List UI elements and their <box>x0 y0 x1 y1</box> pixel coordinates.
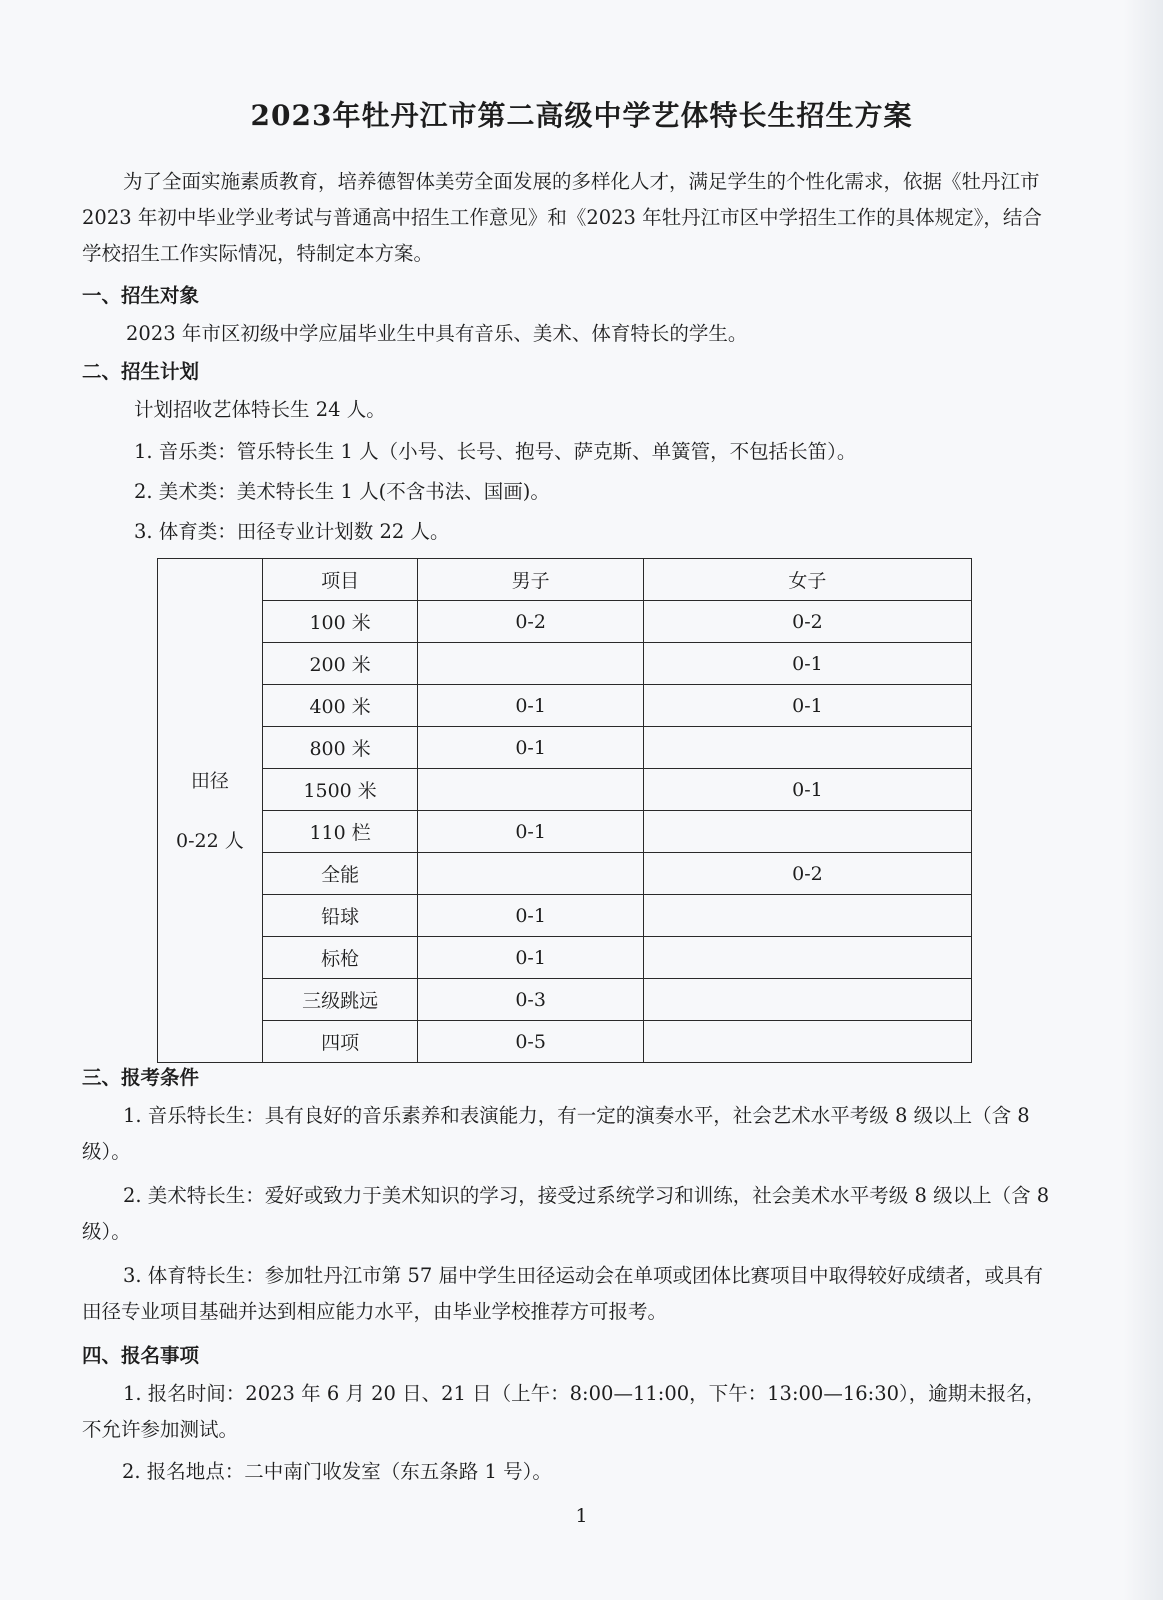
table-header-row <box>158 559 972 601</box>
registration-place: 2. 报名地点：二中南门收发室（东五条路 1 号）。 <box>122 1460 552 1483</box>
section-3-heading: 三、报考条件 <box>82 1066 200 1089</box>
row-female <box>643 937 971 979</box>
row-female <box>643 727 971 769</box>
row-item: 四项 <box>262 1021 418 1063</box>
row-item: 200 米 <box>262 643 418 685</box>
table-row <box>158 853 972 895</box>
row-item: 标枪 <box>262 937 418 979</box>
plan-total: 计划招收艺体特长生 24 人。 <box>134 398 386 421</box>
row-male <box>418 853 643 895</box>
row-female <box>643 1021 971 1063</box>
table-row <box>158 979 972 1021</box>
row-male: 0-5 <box>418 1021 643 1063</box>
row-item: 110 栏 <box>262 811 418 853</box>
row-item: 1500 米 <box>262 769 418 811</box>
row-female <box>643 979 971 1021</box>
row-male <box>418 769 643 811</box>
registration-time: 1. 报名时间：2023 年 6 月 20 日、21 日（上午：8:00—11:00，下午：13:00—16:30），逾期未报名，不允许参加测试。 <box>82 1382 1046 1441</box>
row-female: 0-2 <box>643 853 971 895</box>
row-female: 0-1 <box>643 685 971 727</box>
section-2-heading: 二、招生计划 <box>82 360 200 383</box>
table-row <box>158 727 972 769</box>
group-cell <box>158 559 263 1063</box>
row-male: 0-1 <box>418 727 643 769</box>
row-item: 100 米 <box>262 601 418 643</box>
table-row <box>158 937 972 979</box>
section-1-heading: 一、招生对象 <box>82 284 200 307</box>
athletics-quota-table <box>157 558 972 1063</box>
row-female: 0-1 <box>643 769 971 811</box>
row-male: 0-1 <box>418 811 643 853</box>
row-female: 0-1 <box>643 643 971 685</box>
table-row <box>158 895 972 937</box>
table-row <box>158 643 972 685</box>
table-row <box>158 685 972 727</box>
row-male: 0-1 <box>418 895 643 937</box>
row-female <box>643 895 971 937</box>
scan-edge <box>1123 0 1163 1600</box>
header-female: 女子 <box>643 559 971 601</box>
row-male: 0-2 <box>418 601 643 643</box>
plan-music: 1. 音乐类：管乐特长生 1 人（小号、长号、抱号、萨克斯、单簧管，不包括长笛）。 <box>134 440 857 463</box>
header-male: 男子 <box>418 559 643 601</box>
section-4-heading: 四、报名事项 <box>82 1344 200 1367</box>
table-row <box>158 769 972 811</box>
group-quota: 0-22 人 <box>176 829 244 852</box>
document-title: 2023年牡丹江市第二高级中学艺体特长生招生方案 <box>250 99 913 132</box>
table-row <box>158 601 972 643</box>
row-item: 铅球 <box>262 895 418 937</box>
row-item: 800 米 <box>262 727 418 769</box>
section-1-text: 2023 年市区初级中学应届毕业生中具有音乐、美术、体育特长的学生。 <box>126 322 748 345</box>
row-male: 0-3 <box>418 979 643 1021</box>
page-number: 1 <box>575 1505 588 1527</box>
row-item: 400 米 <box>262 685 418 727</box>
header-item: 项目 <box>262 559 418 601</box>
plan-sports: 3. 体育类：田径专业计划数 22 人。 <box>134 520 450 543</box>
table-row <box>158 1021 972 1063</box>
row-male: 0-1 <box>418 937 643 979</box>
condition-music: 1. 音乐特长生：具有良好的音乐素养和表演能力，有一定的演奏水平，社会艺术水平考级 8 级以上（含 8 级）。 <box>82 1104 1030 1163</box>
condition-art: 2. 美术特长生：爱好或致力于美术知识的学习，接受过系统学习和训练，社会美术水平考级 8 级以上（含 8 级）。 <box>82 1184 1050 1243</box>
row-female <box>643 811 971 853</box>
row-item: 全能 <box>262 853 418 895</box>
row-item: 三级跳远 <box>262 979 418 1021</box>
intro-paragraph: 为了全面实施素质教育，培养德智体美劳全面发展的多样化人才，满足学生的个性化需求，依据《牡丹江市 2023 年初中毕业学业考试与普通高中招生工作意见》和《2023 年牡丹江市区中学招生工作的具体规定》，结合学校招生工作实际情况，特制定本方案。 <box>82 170 1042 265</box>
condition-sports: 3. 体育特长生：参加牡丹江市第 57 届中学生田径运动会在单项或团体比赛项目中取得较好成绩者，或具有田径专业项目基础并达到相应能力水平，由毕业学校推荐方可报考。 <box>82 1264 1044 1323</box>
plan-art: 2. 美术类：美术特长生 1 人(不含书法、国画)。 <box>134 480 550 503</box>
table-row <box>158 811 972 853</box>
row-male <box>418 643 643 685</box>
row-female: 0-2 <box>643 601 971 643</box>
group-name: 田径 <box>190 769 229 792</box>
row-male: 0-1 <box>418 685 643 727</box>
